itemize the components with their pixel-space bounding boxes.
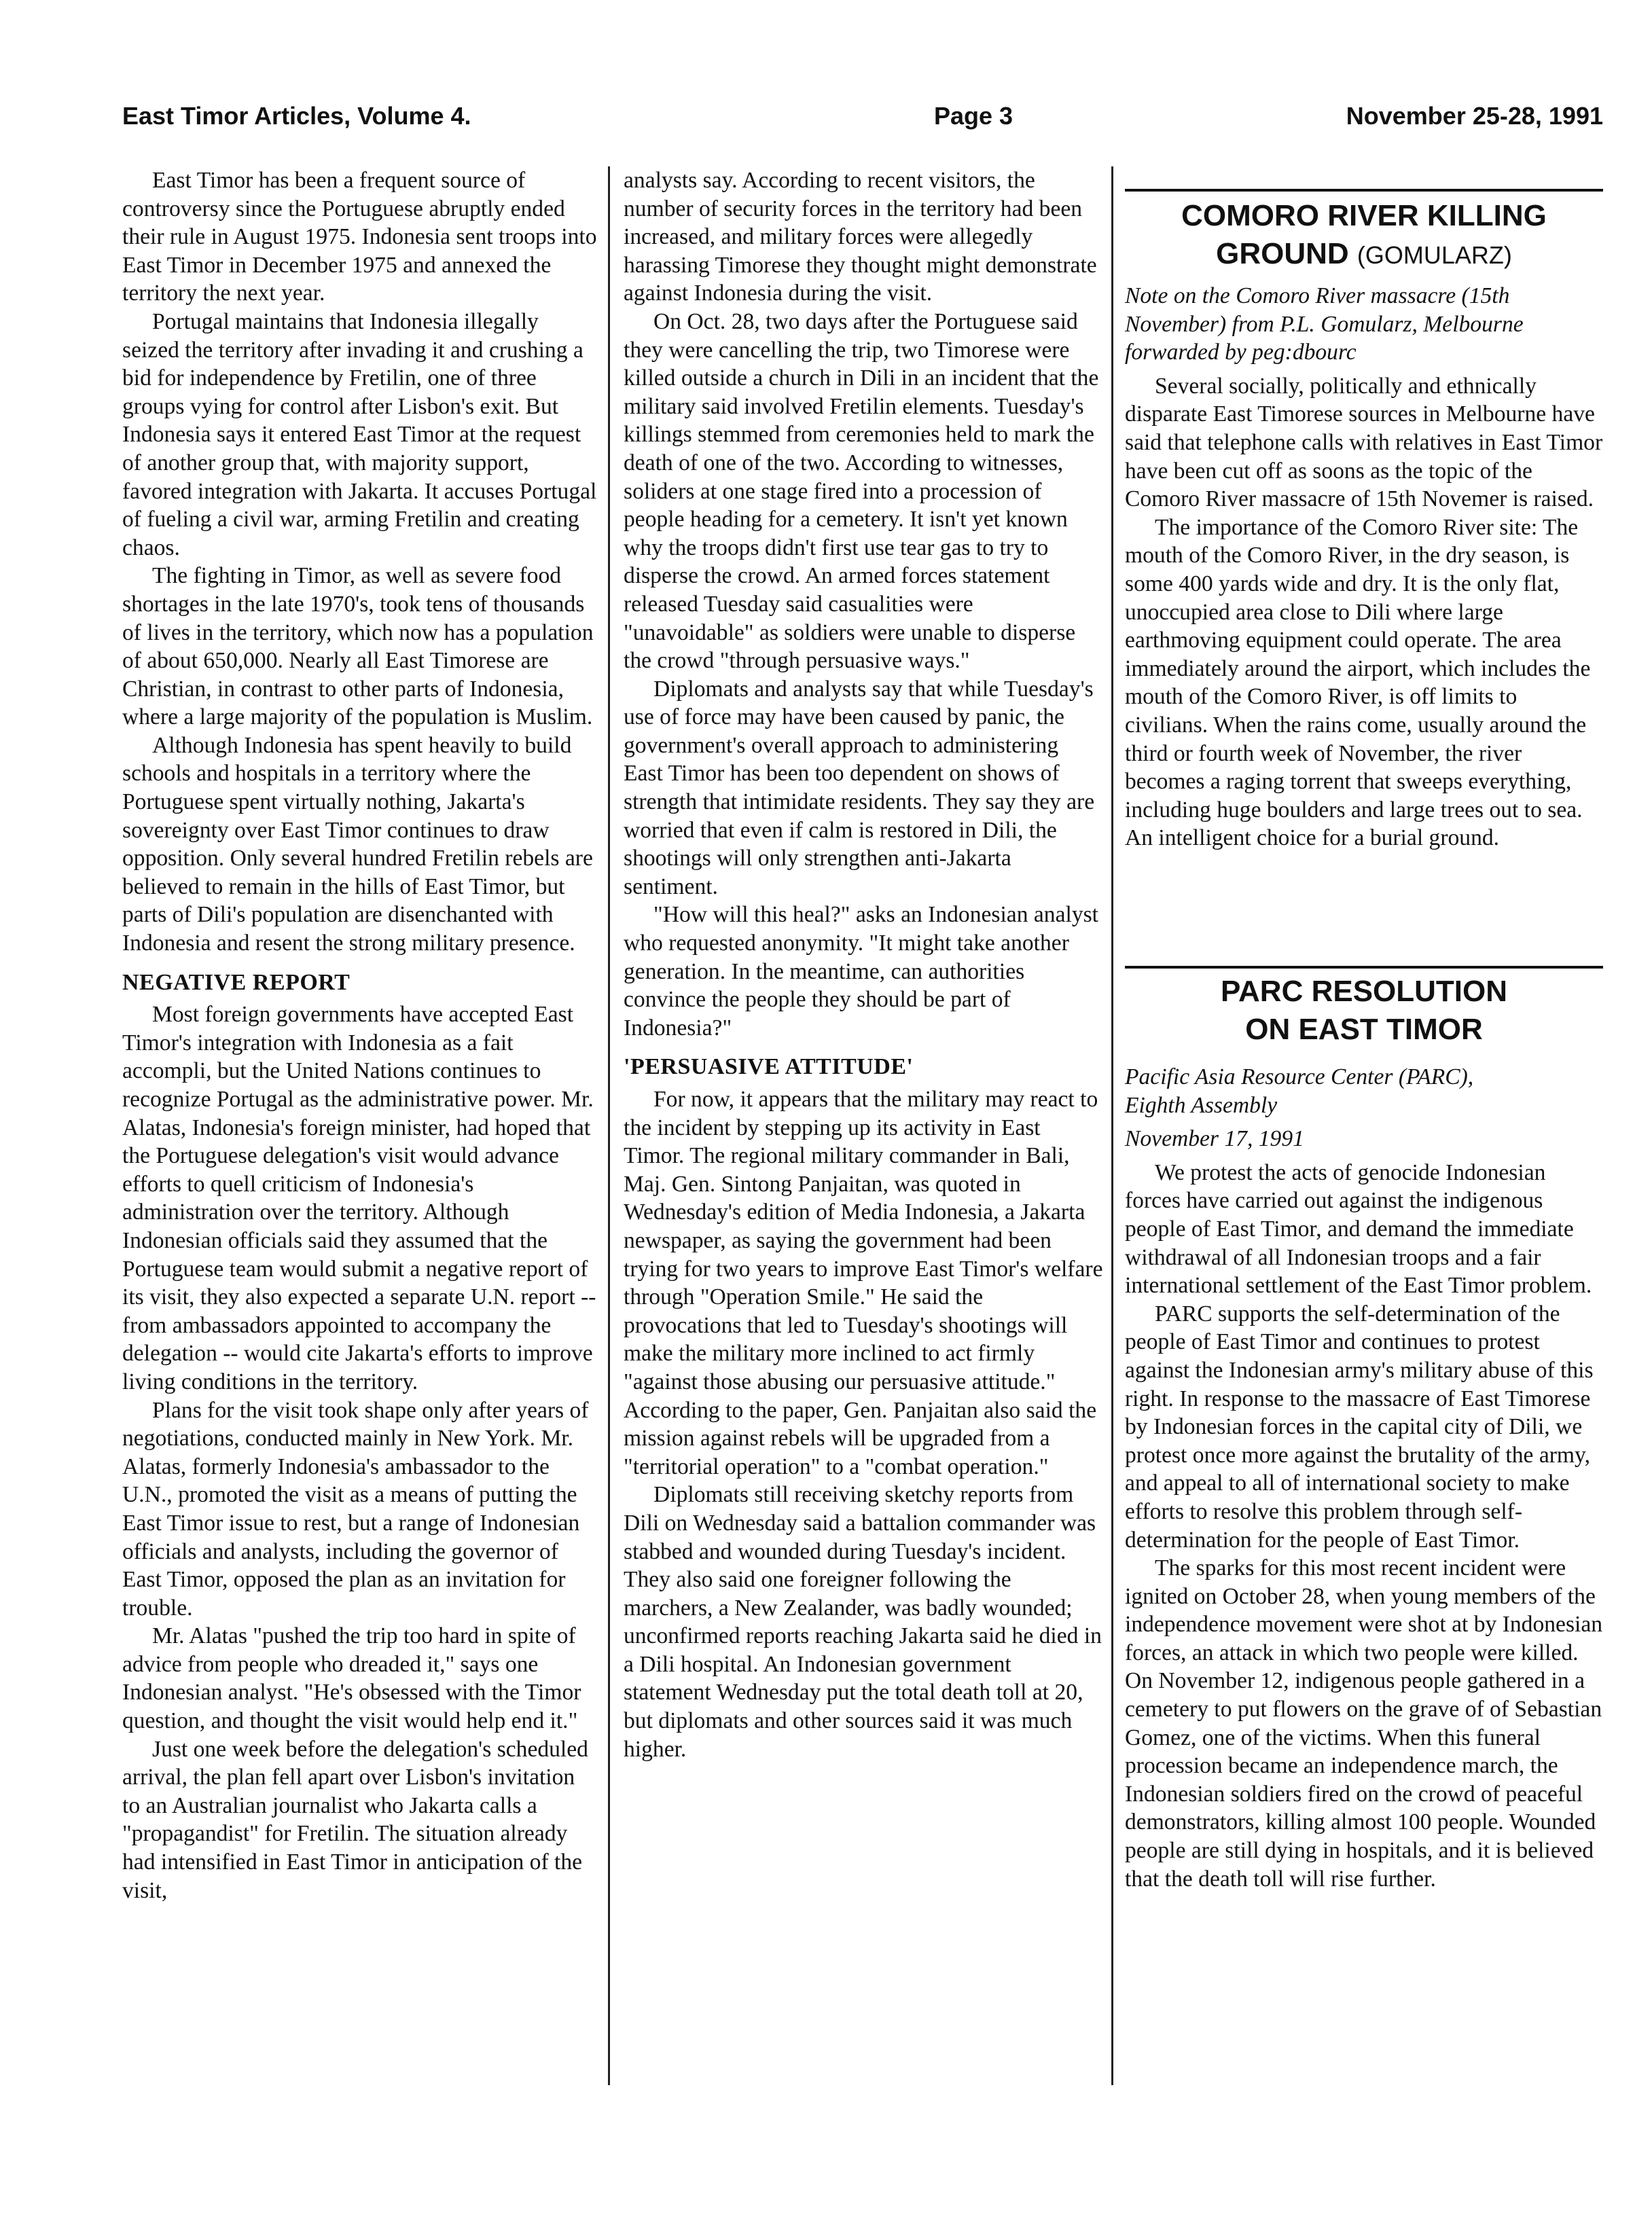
page-header [122,102,1603,143]
paragraph: East Timor has been a frequent source of controversy since the Portuguese abruptly ended their rule in August 1975. Indonesia sent troops into East Timor in December 1975 and annexed the territory the next year. [122,168,597,306]
paragraph: PARC supports the self-determination of the people of East Timor and continues to protest against the Indonesian army's military abuse of this right. In response to the massacre of East Timorese by Indonesian forces in the capital city of Dili, we protest once more against the brutality of the army, and appeal to all of international society to make efforts to resolve this problem through self-determination for the people of East Timor. [1125,1301,1594,1553]
page-number: Page 3 [934,102,1013,130]
title-line: ON EAST TIMOR [1245,1013,1483,1046]
paragraph: "How will this heal?" asks an Indonesian analyst who requested anonymity. "It might take another generation. In the meantime, can authorities convince the people they should be part of Indonesia?" [624,902,1099,1041]
paragraph: Mr. Alatas "pushed the trip too hard in spite of advice from people who dreaded it," says one Indonesian analyst. "He's obsessed with the Timor question, and thought the visit would help end it." [122,1623,581,1734]
title-line: GROUND [1216,237,1349,270]
box-top-rule [1125,189,1603,192]
column-divider-2 [1111,166,1113,2085]
box-divider-rule [1125,966,1603,969]
paragraph: Diplomats still receiving sketchy reports from Dili on Wednesday said a battalion commander was stabbed and wounded during Tuesday's incident. They also said one foreigner following the marchers, a New Zealander, was badly wounded; unconfirmed reports reaching Jakarta said he died in a Dili hospital. An Indonesian government statement Wednesday put the total death toll at 20, but diplomats and other sources said it was much higher. [624,1482,1102,1762]
paragraph: analysts say. According to recent visitors, the number of security forces in the territory had been increased, and military forces were allegedly harassing Timorese they thought might demonstrate against Indonesia during the visit. [624,168,1097,306]
title-line: PARC RESOLUTION [1220,975,1508,1008]
section-heading: NEGATIVE REPORT [122,969,351,995]
paragraph: We protest the acts of genocide Indonesian forces have carried out against the indigenous people of East Timor, and demand the immediate withdrawal of all Indonesian troops and a fair international settlement of the East Timor problem. [1125,1159,1592,1299]
paragraph: Several socially, politically and ethnically disparate East Timorese sources in Melbourne have said that telephone calls with relatives in East Timor have been cut off as soons as the topic of the Comoro River massacre of 15th Novemer is raised. [1125,373,1603,512]
publication-title: East Timor Articles, Volume 4. [122,102,471,130]
article-note: Note on the Comoro River massacre (15th November) from P.L. Gomularz, Melbourne forwarded by peg:dbourc [1125,283,1524,365]
article-date: November 17, 1991 [1125,1126,1304,1152]
section-heading: 'PERSUASIVE ATTITUDE' [624,1054,914,1080]
paragraph: On Oct. 28, two days after the Portuguese said they were cancelling the trip, two Timorese were killed outside a church in Dili in an incident that the military said involved Fretilin elements. Tuesday's killings stemmed from ceremonies held to mark the death of one of the two. According to witnesses, soliders at one stage fired into a procession of people heading for a cemetery. It isn't yet known why the troops didn't first use tear gas to try to disperse the crowd. An armed forces statement released Tuesday said casualities were "unavoidable" as soldiers were unable to disperse the crowd "through persuasive ways." [624,308,1099,674]
paragraph: Just one week before the delegation's scheduled arrival, the plan fell apart over Lisbon's invitation to an Australian journalist who Jakarta calls a "propagandist" for Fretilin. The situation already had intensified in East Timor in anticipation of the visit, [122,1736,588,1903]
article-column-2 [624,166,1103,1763]
paragraph: The sparks for this most recent incident were ignited on October 28, when young members of the independence movement were shot at by Indonesian forces, an attack in which two people were killed. On November 12, indigenous people gathered in a cemetery to put flowers on the grave of of Sebastian Gomez, one of the victims. When this funeral procession became an independence march, the Indonesian soldiers fired on the crowd of peaceful demonstrators, killing almost 100 people. Wounded people are still dying in hospitals, and it is believed that the death toll will rise further. [1125,1555,1603,1892]
parc-article-title [1125,973,1603,1049]
article-source: Eighth Assembly [1125,1092,1278,1118]
paragraph: The importance of the Comoro River site: The mouth of the Comoro River, in the dry season, is some 400 yards wide and dry. It is the only flat, unoccupied area close to Dili where large earthmoving equipment could operate. The area immediately around the airport, which includes the mouth of the Comoro River, is off limits to civilians. When the rains come, usually around the third or fourth week of November, the river becomes a raging torrent that sweeps everything, including huge boulders and large trees out to sea. An intelligent choice for a burial ground. [1125,514,1591,851]
paragraph: Portugal maintains that Indonesia illegally seized the territory after invading it and crushing a bid for independence by Fretilin, one of three groups vying for control after Lisbon's exit. But Indonesia says it entered East Timor at the request of another group that, with majority support, favored integration with Jakarta. It accuses Portugal of fueling a civil war, arming Fretilin and creating chaos. [122,308,597,560]
title-line: COMORO RIVER KILLING [1181,199,1547,232]
column-divider-1 [608,166,610,2085]
paragraph: The fighting in Timor, as well as severe food shortages in the late 1970's, took tens of thousands of lives in the territory, which now has a population of about 650,000. Nearly all East Timorese are Christian, in contrast to other parts of Indonesia, where a large majority of the population is Muslim. [122,563,594,730]
issue-date: November 25-28, 1991 [1346,102,1603,130]
paragraph: Although Indonesia has spent heavily to build schools and hospitals in a territory where the Portuguese spent virtually nothing, Jakarta's sovereignty over East Timor continues to draw opposition. Only several hundred Fretilin rebels are believed to remain in the hills of East Timor, but parts of Dili's population are disenchanted with Indonesia and resent the strong military presence. [122,732,593,956]
comoro-article-title [1125,197,1603,274]
paragraph: Most foreign governments have accepted East Timor's integration with Indonesia as a fait accompli, but the United Nations continues to recognize Portugal as the administrative power. Mr. Alatas, Indonesia's foreign minister, had hoped that the Portuguese delegation's visit would advance efforts to quell criticism of Indonesia's administration over the territory. Although Indonesian officials said they assumed that the Portuguese team would submit a negative report of its visit, they also expected a separate U.N. report -- from ambassadors appointed to accompany the delegation -- would cite Jakarta's efforts to improve living conditions in the territory. [122,1002,596,1394]
paragraph: Plans for the visit took shape only after years of negotiations, conducted mainly in New York. Mr. Alatas, formerly Indonesia's ambassador to the U.N., promoted the visit as a means of putting the East Timor issue to rest, but a range of Indonesian officials and analysts, including the governor of East Timor, opposed the plan as an invitation for trouble. [122,1397,589,1621]
parc-article-body [1125,1063,1604,1893]
title-author: (GOMULARZ) [1357,241,1512,269]
comoro-article-body [1125,282,1604,852]
paragraph: For now, it appears that the military may react to the incident by stepping up its activity in East Timor. The regional military commander in Bali, Maj. Gen. Sintong Panjaitan, was quoted in Wednesday's edition of Media Indonesia, a Jakarta newspaper, as saying the government had been trying for two years to improve East Timor's welfare through "Operation Smile." He said the provocations that led to Tuesday's shootings will make the military more inclined to act firmly "against those abusing our persuasive attitude." According to the paper, Gen. Panjaitan also said the mission against rebels will be upgraded from a "territorial operation" to a "combat operation." [624,1087,1103,1479]
article-column-1 [122,166,598,1904]
paragraph: Diplomats and analysts say that while Tuesday's use of force may have been caused by panic, the government's overall approach to administering East Timor has been too dependent on shows of strength that intimidate residents. They say they are worried that even if calm is restored in Dili, the shootings will only strengthen anti-Jakarta sentiment. [624,676,1095,899]
article-source: Pacific Asia Resource Center (PARC), [1125,1064,1474,1089]
